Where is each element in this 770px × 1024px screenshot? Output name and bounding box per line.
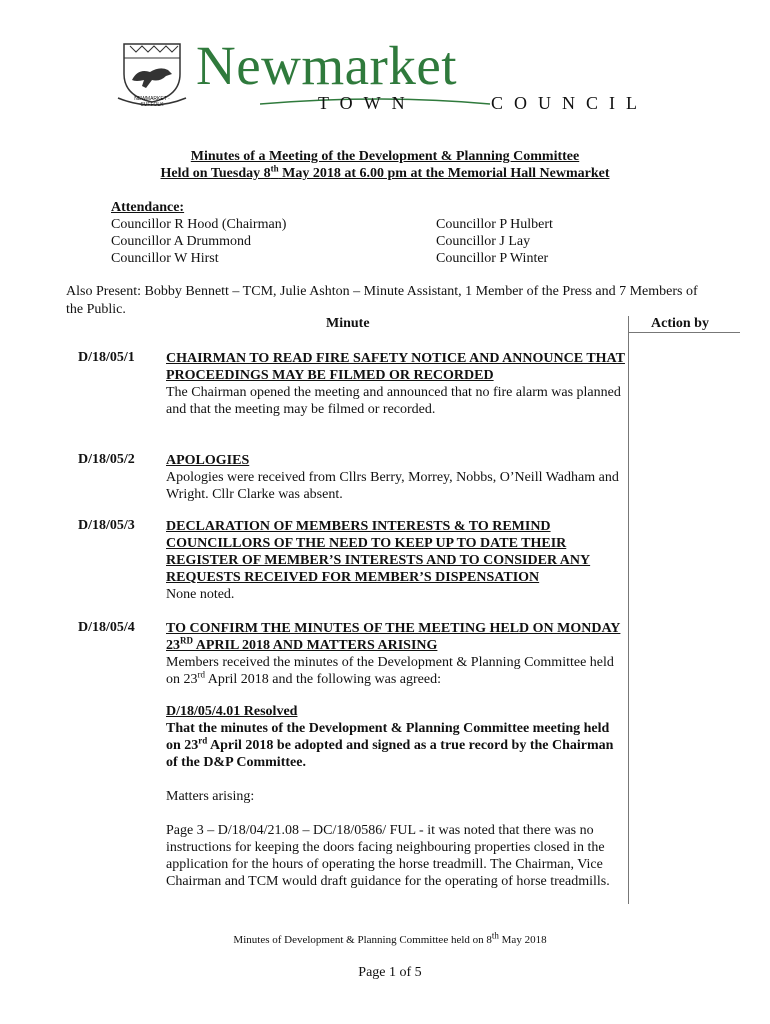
logo-council-text: COUNCIL [491,93,648,113]
minute-item [166,350,626,418]
minute-ref: D/18/05/4 [78,620,135,635]
page-number: Page 1 of 5 [358,965,422,980]
minute-heading: CHAIRMAN TO READ FIRE SAFETY NOTICE AND ANNOUNCE THAT PROCEEDINGS MAY BE FILMED OR RECORDED [166,351,625,383]
matters-arising-label: Matters arising: [166,789,255,804]
minute-ref: D/18/05/3 [78,518,135,533]
council-crest-logo [116,40,188,110]
attendee: Councillor R Hood (Chairman) [111,217,287,232]
minute-ref: D/18/05/1 [78,350,135,365]
resolution-heading: D/18/05/4.01 Resolved [166,704,298,719]
minute-item [166,620,626,890]
attendance-right-list [436,216,553,267]
column-divider [628,316,629,904]
minute-ref: D/18/05/2 [78,452,135,467]
attendee: Councillor W Hirst [111,251,219,266]
attendee: Councillor J Lay [436,234,531,249]
action-header-rule [628,332,740,333]
attendee: Councillor P Winter [436,251,549,266]
attendance-heading: Attendance: [111,200,185,215]
minute-item [166,452,626,503]
logo-town-text: TOWN [318,93,416,113]
attendance-left-list [111,216,286,267]
minute-heading: APOLOGIES [166,453,250,468]
minute-item [166,518,626,603]
attendee: Councillor P Hulbert [436,217,553,232]
attendee: Councillor A Drummond [111,234,251,249]
minute-column-header: Minute [326,316,370,331]
document-title-line1: Minutes of a Meeting of the Development & Planning Committee [190,149,580,164]
document-title-line2: Held on Tuesday 8th May 2018 at 6.00 pm at the Memorial Hall Newmarket [160,163,610,181]
minute-body: None noted. [166,587,235,602]
minute-body: The Chairman opened the meeting and announced that no fire alarm was planned and that the meeting may be filmed or recorded. [166,385,621,417]
minute-body: Apologies were received from Cllrs Berry, Morrey, Nobbs, O’Neill Wadham and Wright. Cllr Clarke was absent. [166,470,619,502]
action-column-header: Action by [651,316,709,331]
resolution-text: That the minutes of the Development & Planning Committee meeting held on 23rd April 2018 be adopted and signed as a true record by the Chairman of the D&P Committee. [166,721,614,770]
minute-body: Members received the minutes of the Development & Planning Committee held on 23rd April 2018 and the following was agreed: [166,655,614,687]
logo-wordmark: Newmarket [196,35,458,96]
minute-heading: DECLARATION OF MEMBERS INTERESTS & TO REMIND COUNCILLORS OF THE NEED TO KEEP UP TO DATE THEIR REGISTER OF MEMBER’S INTERESTS AND TO CONSIDER ANY REQUESTS RECEIVED FOR MEMBER’S DISPENSATION [166,519,591,585]
minute-heading: TO CONFIRM THE MINUTES OF THE MEETING HELD ON MONDAY 23RD APRIL 2018 AND MATTERS ARISING [166,621,621,653]
matters-arising-text: Page 3 – D/18/04/21.08 – DC/18/0586/ FUL - it was noted that there was no instructions for keeping the doors facing neighbouring properties closed in the application for the hours of operating the horse treadmill. The Chairman, Vice Chairman and TCM would draft guidance for the operating of horse treadmills. [166,823,610,889]
page-footer: Minutes of Development & Planning Committee held on 8th May 2018 [233,930,547,946]
also-present: Also Present: Bobby Bennett – TCM, Julie Ashton – Minute Assistant, 1 Member of the Press and 7 Members of the Public. [66,284,698,317]
crest-banner-text: NEWMARKET · SUFFOLK [134,96,170,108]
